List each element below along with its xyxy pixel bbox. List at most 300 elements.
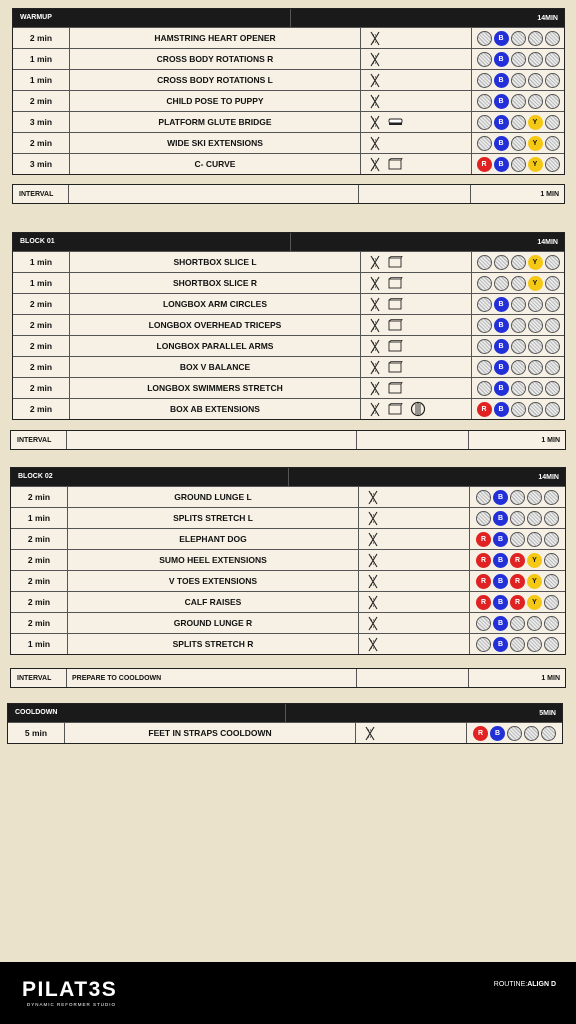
springs-cell bbox=[472, 357, 564, 377]
box-icon bbox=[388, 256, 403, 268]
interval-note bbox=[69, 185, 359, 203]
equipment-cell bbox=[359, 550, 470, 570]
exercise-name: LONGBOX PARALLEL ARMS bbox=[70, 336, 361, 356]
spring-red: R bbox=[510, 553, 525, 568]
spring-grey bbox=[477, 31, 492, 46]
spring-grey bbox=[477, 136, 492, 151]
exercise-row[interactable] bbox=[8, 722, 562, 743]
exercise-name: SUMO HEEL EXTENSIONS bbox=[68, 550, 359, 570]
spring-grey bbox=[528, 381, 543, 396]
strap-icon bbox=[367, 616, 379, 631]
equipment-cell bbox=[361, 315, 472, 335]
equipment-cell bbox=[361, 112, 472, 132]
interval-label: INTERVAL bbox=[11, 669, 67, 687]
exercise-name: LONGBOX SWIMMERS STRETCH bbox=[70, 378, 361, 398]
springs-cell bbox=[472, 294, 564, 314]
strap-icon bbox=[369, 402, 381, 417]
strap-icon bbox=[369, 31, 381, 46]
section-header bbox=[13, 233, 564, 251]
exercise-name: HAMSTRING HEART OPENER bbox=[70, 28, 361, 48]
exercise-name: GROUND LUNGE L bbox=[68, 487, 359, 507]
interval-equipment bbox=[357, 431, 469, 449]
spring-grey bbox=[524, 726, 539, 741]
exercise-row[interactable] bbox=[13, 69, 564, 90]
spring-grey bbox=[545, 73, 560, 88]
equipment-cell bbox=[359, 508, 470, 528]
exercise-name: CHILD POSE TO PUPPY bbox=[70, 91, 361, 111]
exercise-name: V TOES EXTENSIONS bbox=[68, 571, 359, 591]
exercise-duration: 2 min bbox=[13, 378, 70, 398]
spring-yellow: Y bbox=[528, 115, 543, 130]
spring-red: R bbox=[477, 402, 492, 417]
equipment-cell bbox=[361, 273, 472, 293]
box-icon bbox=[388, 382, 403, 394]
spring-grey bbox=[494, 276, 509, 291]
spring-grey bbox=[511, 255, 526, 270]
spring-blue: B bbox=[494, 381, 509, 396]
spring-grey bbox=[476, 490, 491, 505]
springs-cell bbox=[472, 154, 564, 174]
equipment-cell bbox=[361, 336, 472, 356]
springs-cell bbox=[472, 133, 564, 153]
spring-blue: B bbox=[493, 553, 508, 568]
equipment-cell bbox=[359, 529, 470, 549]
springs-cell bbox=[470, 571, 565, 591]
interval-duration: 1 MIN bbox=[541, 436, 560, 444]
exercise-row[interactable] bbox=[11, 486, 565, 507]
exercise-row[interactable] bbox=[13, 314, 564, 335]
strap-icon bbox=[369, 339, 381, 354]
springs-cell bbox=[472, 315, 564, 335]
spring-grey bbox=[477, 52, 492, 67]
spring-grey bbox=[476, 511, 491, 526]
box-icon bbox=[388, 361, 403, 373]
exercise-duration: 2 min bbox=[13, 399, 70, 419]
interval-equipment bbox=[359, 185, 471, 203]
strap-icon bbox=[367, 490, 379, 505]
spring-grey bbox=[511, 381, 526, 396]
springs-cell bbox=[472, 91, 564, 111]
section-duration: 14MIN bbox=[538, 473, 559, 481]
section-duration: 14MIN bbox=[537, 238, 558, 246]
springs-cell bbox=[472, 336, 564, 356]
spring-grey bbox=[545, 318, 560, 333]
equipment-cell bbox=[361, 70, 472, 90]
exercise-row[interactable] bbox=[11, 570, 565, 591]
springs-cell bbox=[470, 508, 565, 528]
exercise-row[interactable] bbox=[13, 377, 564, 398]
spring-grey bbox=[545, 339, 560, 354]
spring-grey bbox=[528, 94, 543, 109]
spring-grey bbox=[527, 532, 542, 547]
springs-cell bbox=[470, 634, 565, 654]
spring-grey bbox=[545, 115, 560, 130]
interval-label: INTERVAL bbox=[13, 185, 69, 203]
equipment-cell bbox=[361, 378, 472, 398]
spring-blue: B bbox=[494, 136, 509, 151]
interval-label: INTERVAL bbox=[11, 431, 67, 449]
spring-blue: B bbox=[494, 94, 509, 109]
spring-grey bbox=[476, 637, 491, 652]
spring-red: R bbox=[473, 726, 488, 741]
strap-icon bbox=[369, 381, 381, 396]
section-block-02 bbox=[10, 467, 566, 655]
spring-grey bbox=[511, 136, 526, 151]
spring-grey bbox=[545, 360, 560, 375]
spring-grey bbox=[528, 297, 543, 312]
exercise-duration: 2 min bbox=[11, 550, 68, 570]
springs-cell bbox=[472, 49, 564, 69]
spring-grey bbox=[544, 637, 559, 652]
spring-grey bbox=[545, 297, 560, 312]
interval-note: PREPARE TO COOLDOWN bbox=[67, 669, 357, 687]
spring-blue: B bbox=[494, 339, 509, 354]
equipment-cell bbox=[359, 487, 470, 507]
exercise-row[interactable] bbox=[13, 356, 564, 377]
springs-cell bbox=[470, 550, 565, 570]
spring-grey bbox=[511, 31, 526, 46]
spring-grey bbox=[544, 511, 559, 526]
spring-grey bbox=[510, 637, 525, 652]
box-icon bbox=[388, 298, 403, 310]
studio-tagline: DYNAMIC REFORMER STUDIO bbox=[27, 1002, 117, 1007]
box-icon bbox=[388, 319, 403, 331]
springs-cell bbox=[470, 487, 565, 507]
exercise-duration: 2 min bbox=[13, 133, 70, 153]
spring-grey bbox=[545, 94, 560, 109]
spring-red: R bbox=[476, 595, 491, 610]
section-block-01 bbox=[12, 232, 565, 420]
strap-icon bbox=[367, 553, 379, 568]
springs-cell bbox=[472, 378, 564, 398]
spring-blue: B bbox=[494, 73, 509, 88]
springs-cell bbox=[472, 28, 564, 48]
spring-grey bbox=[511, 52, 526, 67]
spring-grey bbox=[545, 157, 560, 172]
exercise-row[interactable] bbox=[11, 633, 565, 654]
spring-grey bbox=[476, 616, 491, 631]
spring-grey bbox=[544, 553, 559, 568]
spring-yellow: Y bbox=[527, 553, 542, 568]
strap-icon bbox=[369, 73, 381, 88]
exercise-name: CROSS BODY ROTATIONS R bbox=[70, 49, 361, 69]
spring-blue: B bbox=[494, 318, 509, 333]
spring-grey bbox=[511, 339, 526, 354]
springs-cell bbox=[470, 613, 565, 633]
equipment-cell bbox=[361, 399, 472, 419]
exercise-duration: 2 min bbox=[11, 571, 68, 591]
spring-red: R bbox=[510, 574, 525, 589]
section-warmup bbox=[12, 8, 565, 175]
exercise-name: SPLITS STRETCH R bbox=[68, 634, 359, 654]
spring-grey bbox=[507, 726, 522, 741]
interval-note bbox=[67, 431, 357, 449]
spring-yellow: Y bbox=[528, 136, 543, 151]
spring-grey bbox=[528, 360, 543, 375]
spring-grey bbox=[544, 532, 559, 547]
spring-grey bbox=[528, 318, 543, 333]
exercise-name: BOX AB EXTENSIONS bbox=[70, 399, 361, 419]
spring-grey bbox=[511, 73, 526, 88]
spring-grey bbox=[477, 115, 492, 130]
spring-grey bbox=[510, 532, 525, 547]
spring-grey bbox=[477, 360, 492, 375]
exercise-duration: 2 min bbox=[11, 529, 68, 549]
equipment-cell bbox=[361, 154, 472, 174]
spring-grey bbox=[541, 726, 556, 741]
exercise-duration: 1 min bbox=[13, 252, 70, 272]
spring-grey bbox=[545, 402, 560, 417]
spring-grey bbox=[477, 94, 492, 109]
exercise-name: BOX V BALANCE bbox=[70, 357, 361, 377]
spring-red: R bbox=[476, 532, 491, 547]
strap-icon bbox=[364, 726, 376, 741]
platform-icon bbox=[388, 117, 403, 127]
spring-grey bbox=[527, 511, 542, 526]
strap-icon bbox=[369, 136, 381, 151]
equipment-cell bbox=[359, 634, 470, 654]
section-title: COOLDOWN bbox=[8, 704, 286, 722]
spring-red: R bbox=[510, 595, 525, 610]
spring-grey bbox=[511, 297, 526, 312]
spring-yellow: Y bbox=[527, 574, 542, 589]
spring-grey bbox=[477, 73, 492, 88]
spring-yellow: Y bbox=[528, 157, 543, 172]
interval-duration: 1 MIN bbox=[541, 674, 560, 682]
spring-grey bbox=[528, 31, 543, 46]
exercise-name: SHORTBOX SLICE R bbox=[70, 273, 361, 293]
exercise-duration: 1 min bbox=[13, 49, 70, 69]
springs-cell bbox=[472, 252, 564, 272]
spring-grey bbox=[545, 381, 560, 396]
spring-grey bbox=[528, 73, 543, 88]
exercise-duration: 2 min bbox=[11, 613, 68, 633]
exercise-row[interactable] bbox=[11, 528, 565, 549]
spring-grey bbox=[511, 318, 526, 333]
springs-cell bbox=[472, 399, 564, 419]
springs-cell bbox=[467, 723, 562, 743]
exercise-name: WIDE SKI EXTENSIONS bbox=[70, 133, 361, 153]
spring-red: R bbox=[476, 553, 491, 568]
spring-blue: B bbox=[493, 511, 508, 526]
studio-logo: PILAT3S bbox=[22, 978, 118, 1001]
strap-icon bbox=[369, 297, 381, 312]
spring-red: R bbox=[476, 574, 491, 589]
exercise-name: ELEPHANT DOG bbox=[68, 529, 359, 549]
equipment-cell bbox=[361, 133, 472, 153]
exercise-row[interactable] bbox=[13, 272, 564, 293]
exercise-row[interactable] bbox=[13, 251, 564, 272]
spring-grey bbox=[544, 595, 559, 610]
exercise-duration: 3 min bbox=[13, 112, 70, 132]
spring-grey bbox=[477, 381, 492, 396]
spring-grey bbox=[477, 318, 492, 333]
exercise-duration: 5 min bbox=[8, 723, 65, 743]
spring-blue: B bbox=[494, 297, 509, 312]
exercise-row[interactable] bbox=[13, 335, 564, 356]
exercise-row[interactable] bbox=[13, 293, 564, 314]
strap-icon bbox=[369, 157, 381, 172]
spring-blue: B bbox=[494, 115, 509, 130]
exercise-name: GROUND LUNGE R bbox=[68, 613, 359, 633]
exercise-duration: 3 min bbox=[13, 154, 70, 174]
spring-blue: B bbox=[493, 616, 508, 631]
footer bbox=[0, 962, 576, 1024]
spring-grey bbox=[528, 52, 543, 67]
exercise-name: CROSS BODY ROTATIONS L bbox=[70, 70, 361, 90]
spring-grey bbox=[527, 637, 542, 652]
interval-bar bbox=[10, 430, 566, 450]
spring-blue: B bbox=[494, 360, 509, 375]
spring-blue: B bbox=[494, 402, 509, 417]
spring-blue: B bbox=[494, 52, 509, 67]
spring-blue: B bbox=[494, 157, 509, 172]
exercise-duration: 2 min bbox=[13, 315, 70, 335]
spring-blue: B bbox=[493, 637, 508, 652]
exercise-duration: 2 min bbox=[13, 28, 70, 48]
section-duration: 14MIN bbox=[537, 14, 558, 22]
exercise-row[interactable] bbox=[13, 398, 564, 419]
spring-blue: B bbox=[493, 532, 508, 547]
equipment-cell bbox=[361, 294, 472, 314]
spring-grey bbox=[545, 255, 560, 270]
spring-grey bbox=[510, 511, 525, 526]
section-header bbox=[11, 468, 565, 486]
exercise-row[interactable] bbox=[11, 591, 565, 612]
springs-cell bbox=[470, 592, 565, 612]
equipment-cell bbox=[359, 613, 470, 633]
spring-grey bbox=[511, 94, 526, 109]
exercise-row[interactable] bbox=[13, 27, 564, 48]
spring-grey bbox=[545, 31, 560, 46]
routine-name: ALIGN D bbox=[527, 981, 556, 988]
interval-equipment bbox=[357, 669, 469, 687]
springs-cell bbox=[472, 70, 564, 90]
spring-grey bbox=[477, 297, 492, 312]
strap-icon bbox=[369, 360, 381, 375]
spring-grey bbox=[511, 276, 526, 291]
exercise-name: CALF RAISES bbox=[68, 592, 359, 612]
box-icon bbox=[388, 403, 403, 415]
exercise-row[interactable] bbox=[11, 507, 565, 528]
exercise-row[interactable] bbox=[13, 132, 564, 153]
equipment-cell bbox=[361, 49, 472, 69]
exercise-row[interactable] bbox=[13, 111, 564, 132]
spring-blue: B bbox=[494, 31, 509, 46]
strap-icon bbox=[369, 115, 381, 130]
spring-blue: B bbox=[493, 595, 508, 610]
interval-bar bbox=[12, 184, 565, 204]
exercise-duration: 2 min bbox=[11, 487, 68, 507]
exercise-name: FEET IN STRAPS COOLDOWN bbox=[65, 723, 356, 743]
strap-icon bbox=[369, 276, 381, 291]
section-title: BLOCK 02 bbox=[11, 468, 289, 486]
springs-cell bbox=[472, 112, 564, 132]
spring-blue: B bbox=[490, 726, 505, 741]
strap-icon bbox=[367, 511, 379, 526]
spring-blue: B bbox=[493, 574, 508, 589]
spring-grey bbox=[544, 574, 559, 589]
box-icon bbox=[388, 277, 403, 289]
strap-icon bbox=[369, 255, 381, 270]
springs-cell bbox=[472, 273, 564, 293]
strap-icon bbox=[369, 52, 381, 67]
spring-grey bbox=[477, 276, 492, 291]
spring-grey bbox=[528, 402, 543, 417]
springs-cell bbox=[470, 529, 565, 549]
spring-grey bbox=[494, 255, 509, 270]
spring-grey bbox=[545, 52, 560, 67]
spring-grey bbox=[528, 339, 543, 354]
spring-yellow: Y bbox=[528, 255, 543, 270]
ring-icon bbox=[410, 401, 426, 417]
section-title: WARMUP bbox=[13, 9, 291, 27]
exercise-name: PLATFORM GLUTE BRIDGE bbox=[70, 112, 361, 132]
spring-grey bbox=[511, 157, 526, 172]
exercise-duration: 1 min bbox=[13, 273, 70, 293]
strap-icon bbox=[367, 574, 379, 589]
strap-icon bbox=[369, 318, 381, 333]
exercise-row[interactable] bbox=[13, 153, 564, 174]
section-header bbox=[8, 704, 562, 722]
routine-prefix: ROUTINE: bbox=[493, 981, 528, 988]
section-duration: 5MIN bbox=[539, 709, 556, 717]
section-title: BLOCK 01 bbox=[13, 233, 291, 251]
strap-icon bbox=[367, 532, 379, 547]
spring-red: R bbox=[477, 157, 492, 172]
exercise-row[interactable] bbox=[13, 90, 564, 111]
spring-grey bbox=[544, 490, 559, 505]
exercise-row[interactable] bbox=[11, 549, 565, 570]
equipment-cell bbox=[359, 571, 470, 591]
equipment-cell bbox=[361, 357, 472, 377]
interval-duration: 1 MIN bbox=[540, 190, 559, 198]
exercise-row[interactable] bbox=[11, 612, 565, 633]
spring-grey bbox=[527, 616, 542, 631]
spring-yellow: Y bbox=[527, 595, 542, 610]
exercise-duration: 1 min bbox=[11, 634, 68, 654]
equipment-cell bbox=[361, 28, 472, 48]
spring-grey bbox=[545, 136, 560, 151]
exercise-duration: 2 min bbox=[13, 357, 70, 377]
exercise-name: LONGBOX ARM CIRCLES bbox=[70, 294, 361, 314]
interval-bar bbox=[10, 668, 566, 688]
spring-grey bbox=[477, 255, 492, 270]
spring-grey bbox=[545, 276, 560, 291]
section-header bbox=[13, 9, 564, 27]
exercise-name: SPLITS STRETCH L bbox=[68, 508, 359, 528]
exercise-name: SHORTBOX SLICE L bbox=[70, 252, 361, 272]
equipment-cell bbox=[359, 592, 470, 612]
spring-grey bbox=[527, 490, 542, 505]
exercise-row[interactable] bbox=[13, 48, 564, 69]
strap-icon bbox=[367, 637, 379, 652]
exercise-duration: 2 min bbox=[13, 294, 70, 314]
exercise-duration: 2 min bbox=[13, 336, 70, 356]
equipment-cell bbox=[356, 723, 467, 743]
exercise-duration: 2 min bbox=[11, 592, 68, 612]
spring-blue: B bbox=[493, 490, 508, 505]
spring-grey bbox=[511, 360, 526, 375]
routine-label bbox=[494, 981, 556, 988]
equipment-cell bbox=[361, 91, 472, 111]
strap-icon bbox=[369, 94, 381, 109]
exercise-name: C- CURVE bbox=[70, 154, 361, 174]
spring-grey bbox=[510, 616, 525, 631]
exercise-duration: 2 min bbox=[13, 91, 70, 111]
strap-icon bbox=[367, 595, 379, 610]
section-cooldown bbox=[7, 703, 563, 744]
